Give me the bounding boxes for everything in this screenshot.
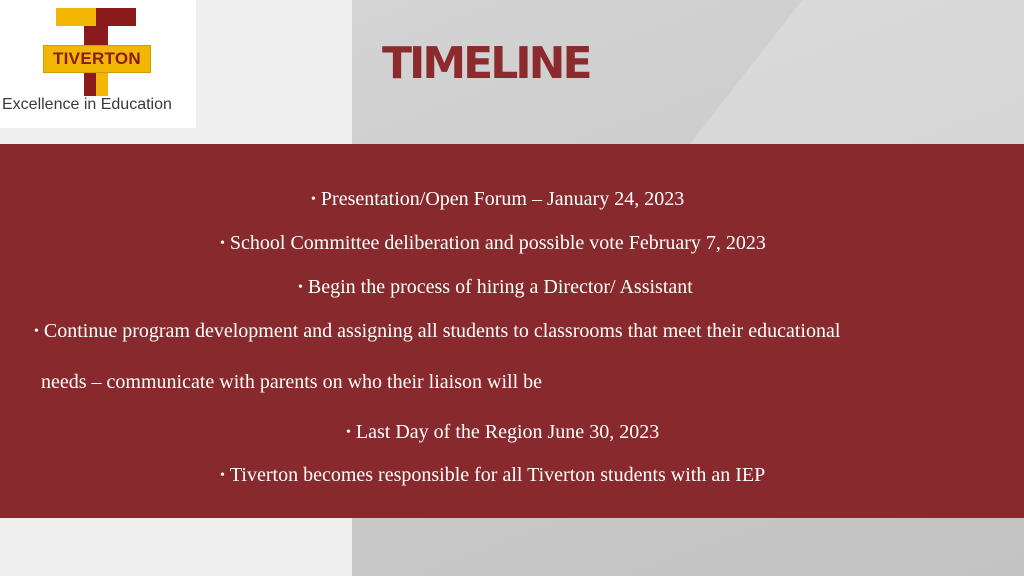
bullet-icon: • xyxy=(298,280,303,295)
timeline-panel xyxy=(0,144,1024,518)
timeline-item: • Last Day of the Region June 30, 2023 xyxy=(346,421,660,443)
timeline-item: • Continue program development and assigning all students to classrooms that meet their educational xyxy=(34,320,841,342)
timeline-item-continuation: needs – communicate with parents on who their liaison will be xyxy=(41,371,542,393)
bullet-icon: • xyxy=(220,236,225,251)
logo-tagline: Excellence in Education xyxy=(2,96,172,113)
bullet-icon: • xyxy=(34,324,39,339)
timeline-item: • Presentation/Open Forum – January 24, 2023 xyxy=(311,188,685,210)
timeline-item: • School Committee deliberation and possible vote February 7, 2023 xyxy=(220,232,766,254)
slide-title: TIMELINE xyxy=(382,38,590,89)
bullet-icon: • xyxy=(220,468,225,483)
timeline-item: • Begin the process of hiring a Director/ Assistant xyxy=(298,276,693,298)
bullet-icon: • xyxy=(346,425,351,440)
logo-wordmark: TIVERTON xyxy=(43,45,151,73)
bullet-icon: • xyxy=(311,192,316,207)
timeline-item: • Tiverton becomes responsible for all Tiverton students with an IEP xyxy=(220,464,766,486)
school-logo xyxy=(0,0,196,128)
